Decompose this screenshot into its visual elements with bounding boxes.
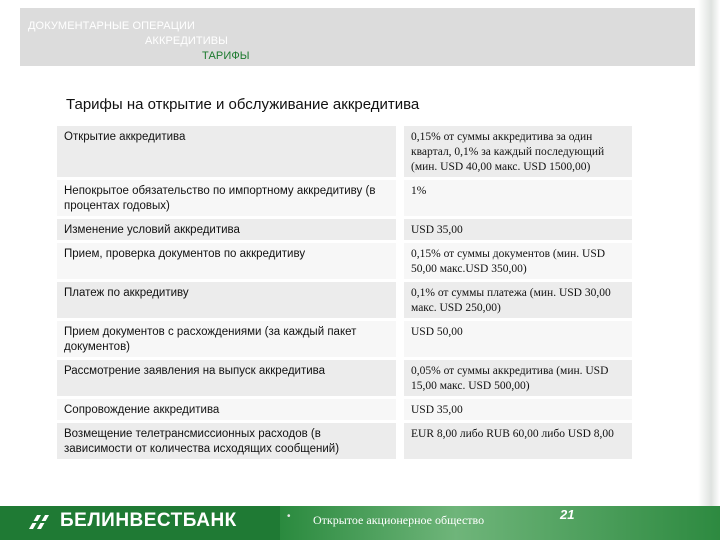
service-cell: Прием, проверка документов по аккредитиву (57, 242, 396, 281)
table-row (57, 242, 632, 281)
service-cell: Непокрытое обязательство по импортному аккредитиву (в процентах годовых) (57, 179, 396, 218)
table-row (57, 218, 632, 242)
service-cell: Возмещение телетрансмиссионных расходов (в зависимости от количества исходящих сообщений) (57, 422, 396, 461)
separator-dot: • (287, 511, 291, 522)
section-header (20, 8, 695, 66)
fee-cell: USD 35,00 (404, 398, 632, 422)
header-line-1: ДОКУМЕНТАРНЫЕ ОПЕРАЦИИ (28, 20, 195, 32)
fee-cell: USD 35,00 (404, 218, 632, 242)
service-cell: Изменение условий аккредитива (57, 218, 396, 242)
header-line-3: ТАРИФЫ (202, 50, 250, 62)
service-cell: Открытие аккредитива (57, 126, 396, 179)
page-title: Тарифы на открытие и обслуживание аккредитива (66, 96, 420, 113)
table-row (57, 422, 632, 461)
company-type: Открытое акционерное общество (313, 513, 485, 527)
bank-logo-icon (26, 512, 52, 532)
fee-cell: EUR 8,00 либо RUB 60,00 либо USD 8,00 (404, 422, 632, 461)
bank-name: БЕЛИНВЕСТБАНК (60, 510, 237, 531)
page-number: 21 (560, 507, 575, 522)
table-row (57, 359, 632, 398)
header-line-2: АККРЕДИТИВЫ (145, 35, 228, 47)
side-stripe (698, 0, 720, 540)
fee-cell: 1% (404, 179, 632, 218)
fee-cell: USD 50,00 (404, 320, 632, 359)
fee-cell: 0,05% от суммы аккредитива (мин. USD 15,00 макс. USD 500,00) (404, 359, 632, 398)
table-row (57, 179, 632, 218)
table-row (57, 320, 632, 359)
table-row (57, 398, 632, 422)
service-cell: Прием документов с расхождениями (за каждый пакет документов) (57, 320, 396, 359)
service-cell: Сопровождение аккредитива (57, 398, 396, 422)
service-cell: Рассмотрение заявления на выпуск аккредитива (57, 359, 396, 398)
fee-cell: 0,15% от суммы документов (мин. USD 50,00 макс.USD 350,00) (404, 242, 632, 281)
table-row (57, 126, 632, 179)
fee-cell: 0,15% от суммы аккредитива за один квартал, 0,1% за каждый последующий (мин. USD 40,00 макс. USD 1500,00) (404, 126, 632, 179)
fee-cell: 0,1% от суммы платежа (мин. USD 30,00 макс. USD 250,00) (404, 281, 632, 320)
tariff-table (57, 126, 632, 462)
service-cell: Платеж по аккредитиву (57, 281, 396, 320)
table-row (57, 281, 632, 320)
